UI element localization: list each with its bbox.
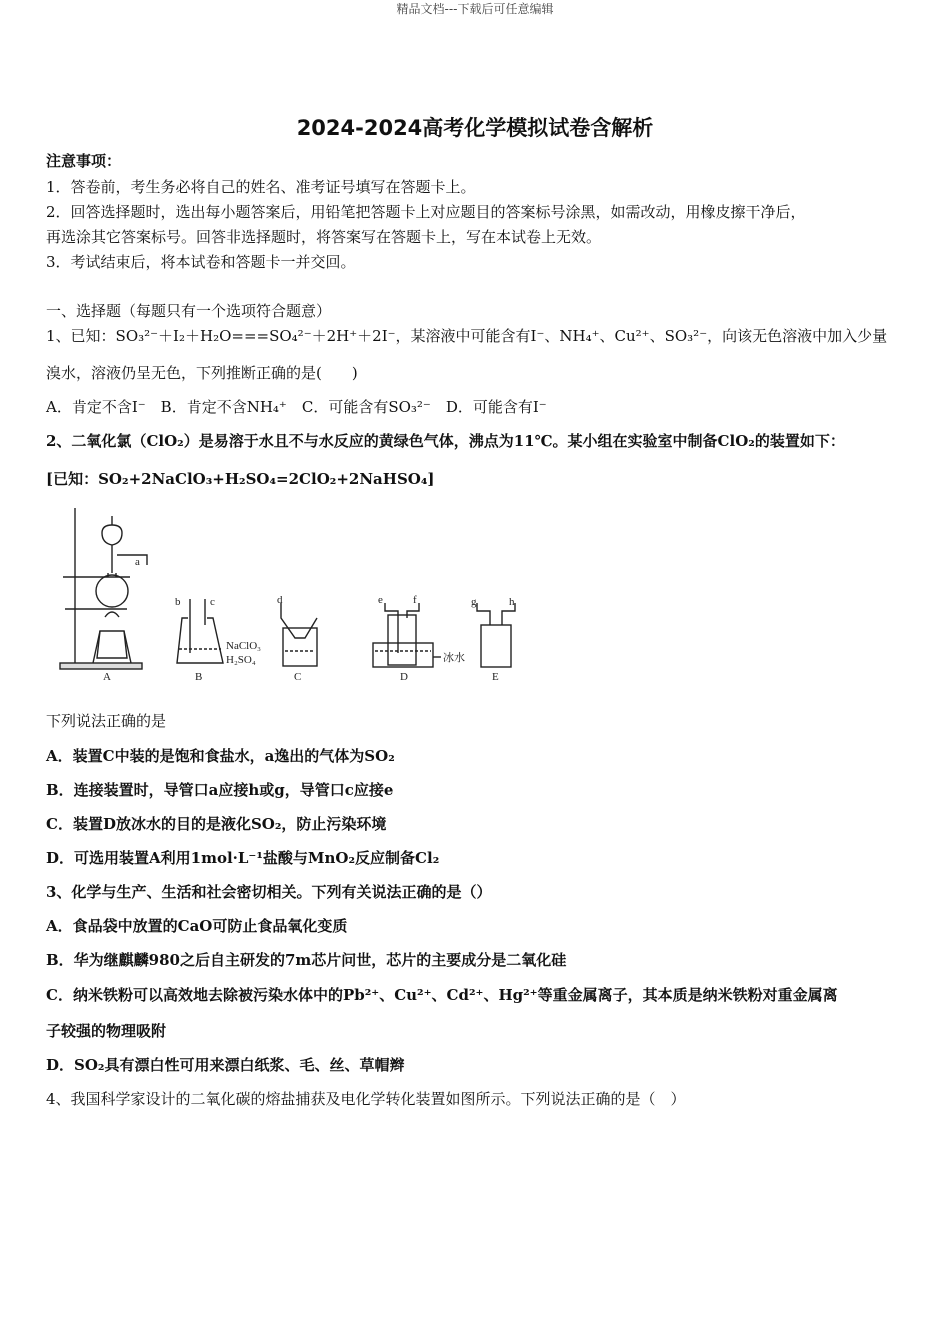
q2-option-c: C．装置D放冰水的目的是液化SO₂，防止污染环境	[46, 815, 387, 833]
apparatus-figure	[55, 503, 525, 683]
q2-option-b: B．连接装置时，导管口a应接h或g，导管口c应接e	[46, 781, 394, 799]
reagent-naclo3: NaClO₃	[226, 640, 261, 652]
q3-option-d: D．SO₂具有漂白性可用来漂白纸浆、毛、丝、草帽辫	[46, 1056, 405, 1074]
notes-item-2: 2．回答选择题时，选出每小题答案后，用铅笔把答题卡上对应题目的答案标号涂黑，如需改动，用橡皮擦干净后，	[46, 203, 806, 221]
port-g: g	[471, 596, 477, 608]
notes-item-1: 1．答卷前，考生务必将自己的姓名、准考证号填写在答题卡上。	[46, 178, 476, 196]
q1-stem-cont: 溴水，溶液仍呈无色，下列推断正确的是( )	[46, 364, 358, 382]
notes-item-2-cont: 再选涂其它答案标号。回答非选择题时，将答案写在答题卡上，写在本试卷上无效。	[46, 228, 602, 246]
q2-option-a: A．装置C中装的是饱和食盐水，a逸出的气体为SO₂	[46, 747, 395, 765]
label-e: E	[492, 671, 499, 683]
label-d: D	[400, 671, 408, 683]
q2-prompt: 下列说法正确的是	[46, 712, 167, 730]
reagent-h2so4: H₂SO₄	[226, 654, 256, 666]
section-title: 一、选择题（每题只有一个选项符合题意）	[46, 302, 332, 320]
port-a: a	[135, 556, 140, 568]
port-b: b	[175, 596, 181, 608]
q1-options: A．肯定不含I⁻ B．肯定不含NH₄⁺ C．可能含有SO₃²⁻ D．可能含有I⁻	[46, 398, 547, 416]
port-f: f	[413, 594, 417, 606]
page-header: 精品文档---下载后可任意编辑	[396, 2, 554, 16]
port-c: c	[210, 596, 215, 608]
q1-stem: 1、已知：SO₃²⁻＋I₂＋H₂O===SO₄²⁻＋2H⁺＋2I⁻，某溶液中可能含有I⁻、NH₄⁺、Cu²⁺、SO₃²⁻，向该无色溶液中加入少量	[46, 327, 888, 345]
q3-option-b: B．华为继麒麟980之后自主研发的7m芯片问世，芯片的主要成分是二氧化硅	[46, 951, 567, 969]
q3-stem: 3、化学与生产、生活和社会密切相关。下列有关说法正确的是（）	[46, 883, 492, 901]
page-title: 2024-2024高考化学模拟试卷含解析	[296, 116, 654, 140]
label-a: A	[103, 671, 111, 683]
q4-stem: 4、我国科学家设计的二氧化碳的熔盐捕获及电化学转化装置如图所示。下列说法正确的是（ ）	[46, 1090, 686, 1108]
q2-stem: 2、二氧化氯（ClO₂）是易溶于水且不与水反应的黄绿色气体，沸点为11℃。某小组在实验室中制备ClO₂的装置如下：	[46, 432, 845, 450]
q2-known: [已知：SO₂+2NaClO₃+H₂SO₄=2ClO₂+2NaHSO₄]	[46, 470, 435, 488]
ice-water-label: 冰水	[443, 652, 465, 664]
port-h: h	[509, 596, 515, 608]
q3-option-c: C．纳米铁粉可以高效地去除被污染水体中的Pb²⁺、Cu²⁺、Cd²⁺、Hg²⁺等重金属离子，其本质是纳米铁粉对重金属离	[46, 986, 838, 1004]
port-e: e	[378, 594, 383, 606]
notes-heading: 注意事项：	[46, 152, 122, 170]
q3-option-c-cont: 子较强的物理吸附	[46, 1022, 167, 1040]
port-d: d	[277, 594, 283, 606]
label-b: B	[195, 671, 203, 683]
q2-option-d: D．可选用装置A利用1mol·L⁻¹盐酸与MnO₂反应制备Cl₂	[46, 849, 440, 867]
notes-item-3: 3．考试结束后，将本试卷和答题卡一并交回。	[46, 253, 356, 271]
label-c: C	[294, 671, 302, 683]
q3-option-a: A．食品袋中放置的CaO可防止食品氧化变质	[46, 917, 348, 935]
